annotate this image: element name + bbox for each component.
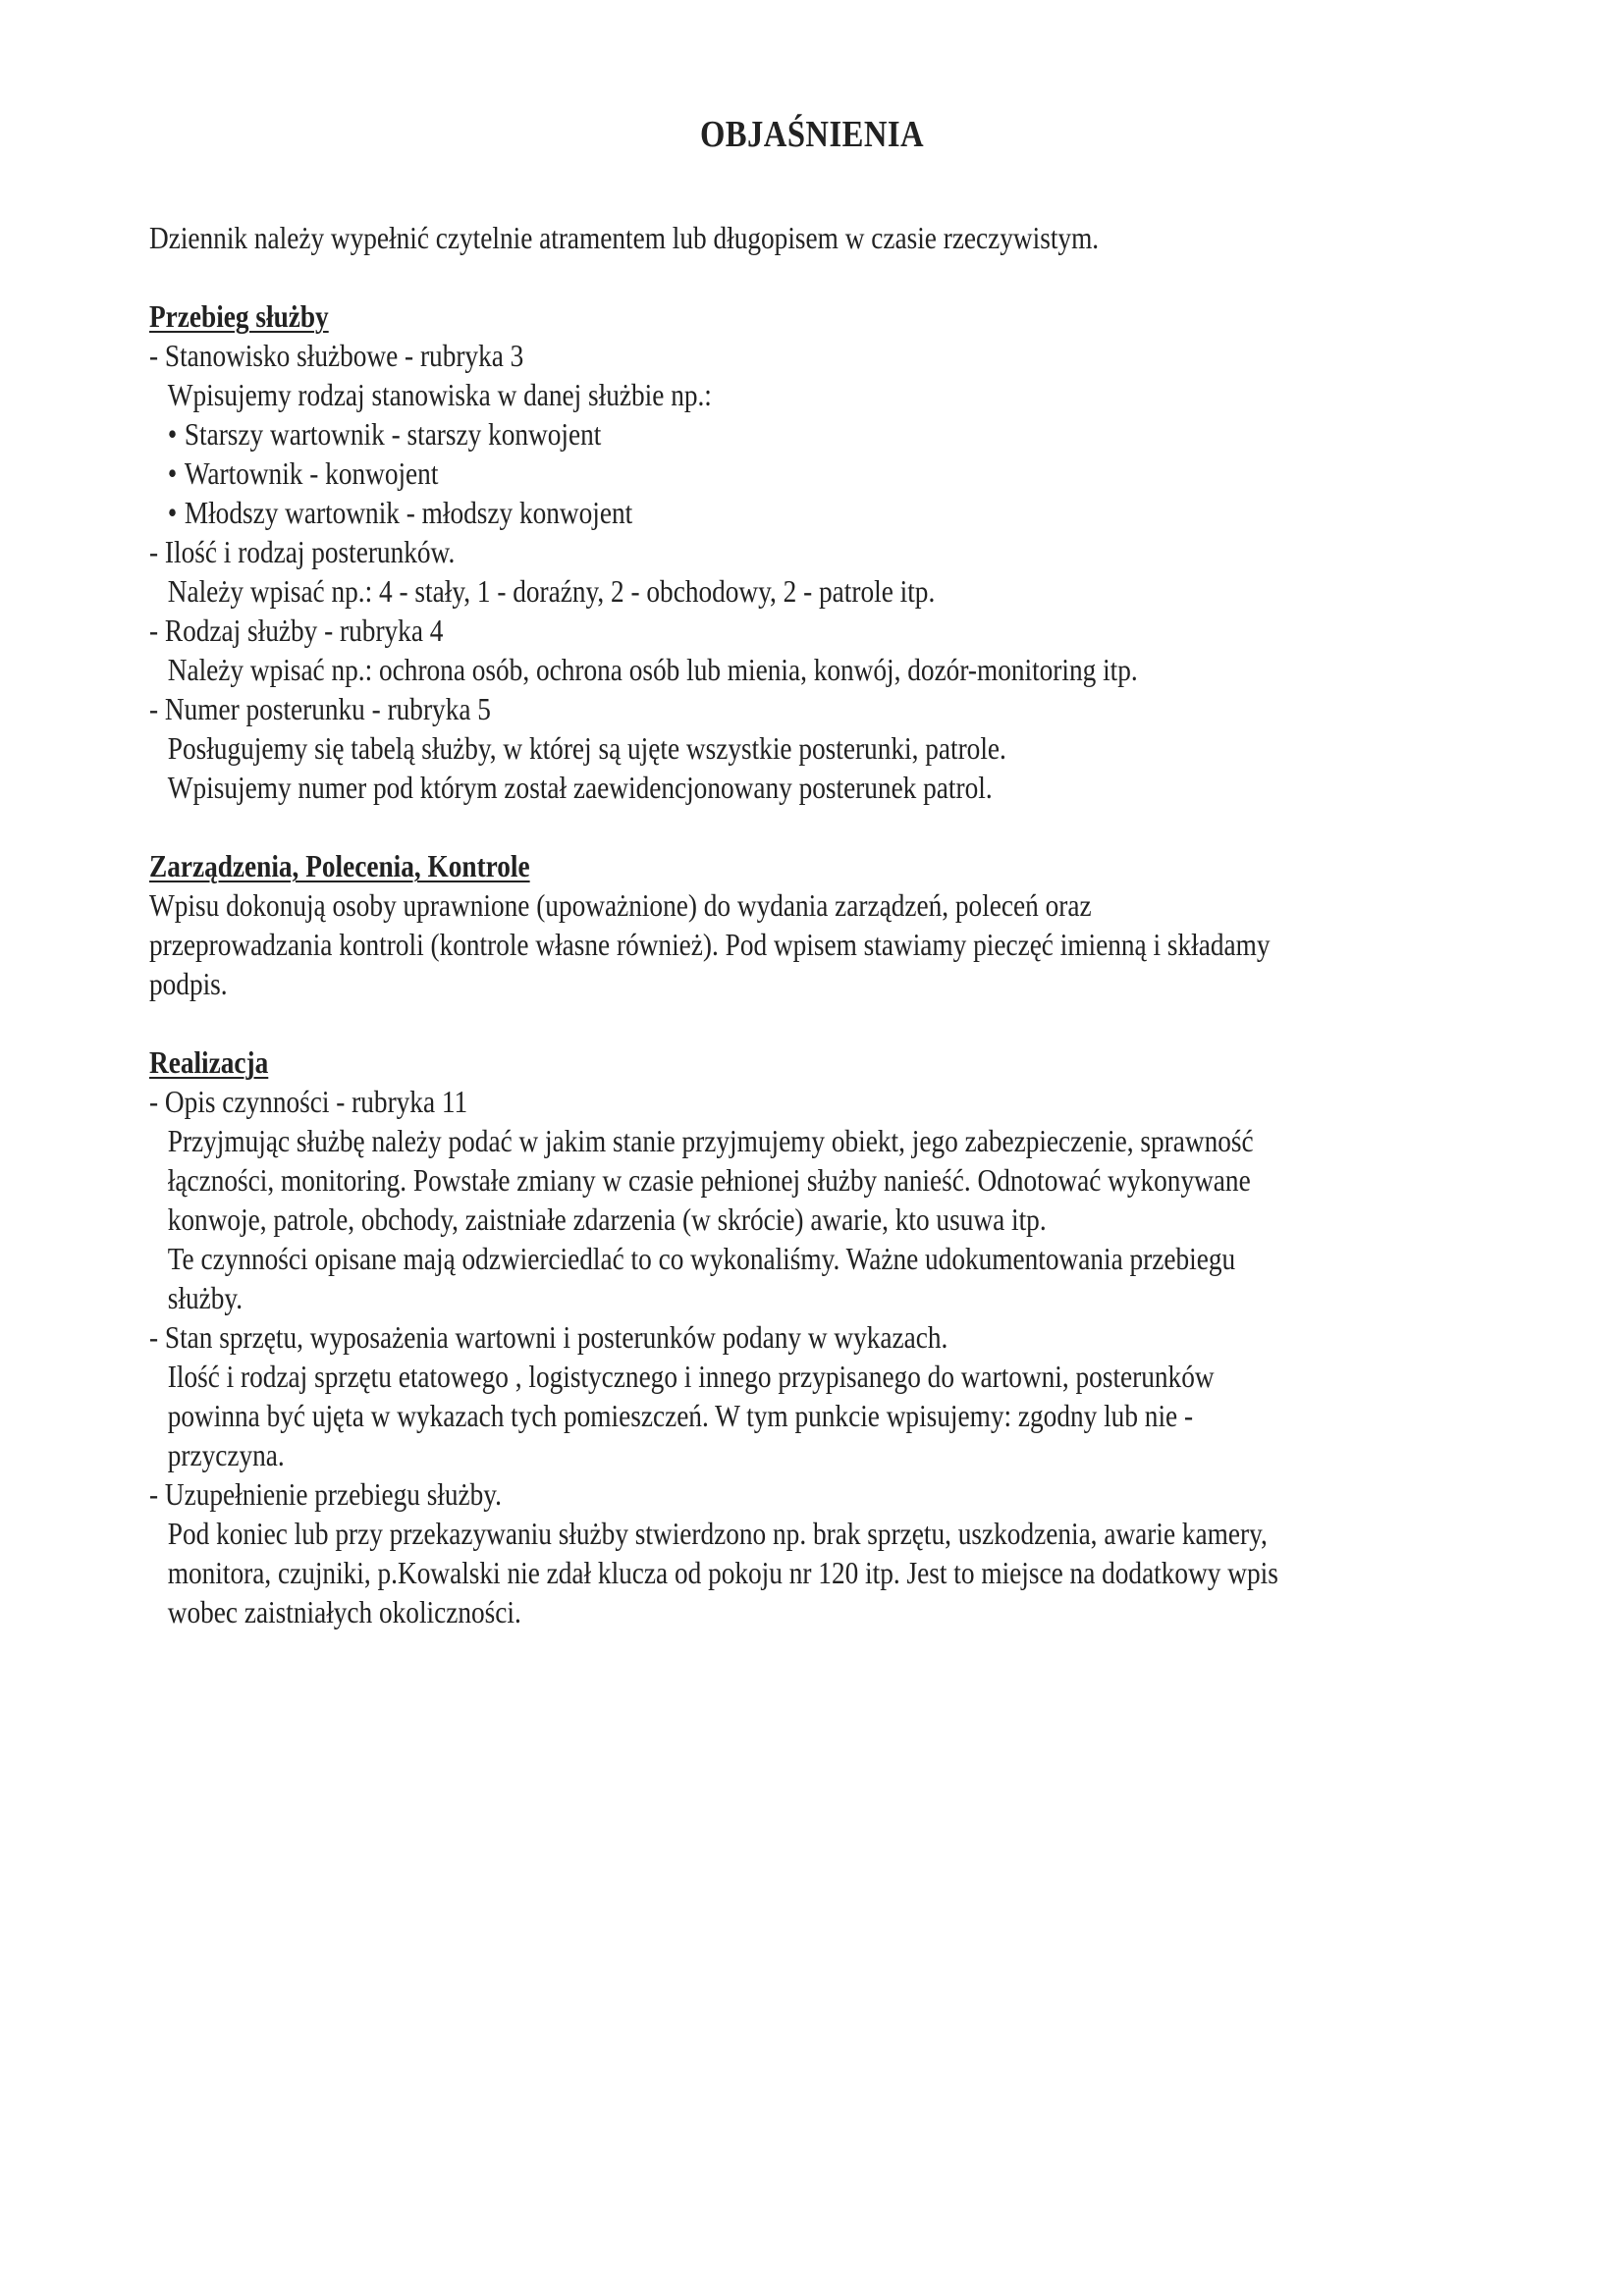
item-text: Należy wpisać np.: 4 - stały, 1 - doraźny, 2 - obchodowy, 2 - patrole itp. [167,573,936,609]
item-text: Pod koniec lub przy przekazywaniu służby stwierdzono np. brak sprzętu, uszkodzenia, awarie kamery, [167,1516,1268,1551]
item-text: służby. [167,1280,244,1315]
spacer [149,1003,1456,1042]
document-body [149,218,1456,1631]
bullet-icon: • [167,455,178,491]
item-text: konwoje, patrole, obchody, zaistniałe zdarzenia (w skrócie) awarie, kto usuwa itp. [167,1201,1047,1237]
item-label: - Numer posterunku - rubryka 5 [149,691,491,726]
item-label: - Uzupełnienie przebiegu służby. [149,1476,503,1512]
item-text: Posługujemy się tabelą służby, w której są ujęte wszystkie posterunki, patrole. [167,730,1006,766]
section-heading: Przebieg służby [149,298,329,334]
item-text: Ilość i rodzaj sprzętu etatowego , logistycznego i innego przypisanego do wartowni, posterunków [167,1359,1215,1394]
bullet-text: Wartownik - konwojent [184,455,439,491]
section-przebieg-sluzby [149,296,1456,807]
spacer [149,257,1456,296]
item-text: Należy wpisać np.: ochrona osób, ochrona osób lub mienia, konwój, dozór-monitoring itp. [167,652,1138,687]
item-text: Wpisujemy numer pod którym został zaewidencjonowany posterunek patrol. [167,770,993,805]
item-text: Przyjmując służbę należy podać w jakim stanie przyjmujemy obiekt, jego zabezpieczenie, sprawność [167,1123,1254,1158]
bullet-icon: • [167,416,178,452]
item-label: - Ilość i rodzaj posterunków. [149,534,456,569]
item-label: - Stan sprzętu, wyposażenia wartowni i posterunków podany w wykazach. [149,1319,948,1355]
page-title: OBJAŚNIENIA [699,114,925,155]
section-zarzadzenia [149,846,1456,1003]
paragraph-line: podpis. [149,966,228,1001]
item-label: - Stanowisko służbowe - rubryka 3 [149,338,524,373]
bullet-item [149,454,1456,493]
paragraph-line: Wpisu dokonują osoby uprawnione (upoważnione) do wydania zarządzeń, poleceń oraz [149,887,1092,923]
item-text: powinna być ujęta w wykazach tych pomieszczeń. W tym punkcie wpisujemy: zgodny lub nie - [167,1398,1194,1433]
item-text: łączności, monitoring. Powstałe zmiany w czasie pełnionej służby nanieść. Odnotować wykonywane [167,1162,1251,1198]
bullet-item [149,493,1456,532]
item-text: Wpisujemy rodzaj stanowiska w danej służbie np.: [167,377,712,412]
bullet-item [149,414,1456,454]
bullet-text: Starszy wartownik - starszy konwojent [184,416,602,452]
spacer [149,807,1456,846]
bullet-text: Młodszy wartownik - młodszy konwojent [184,495,633,530]
intro-text: Dziennik należy wypełnić czytelnie atramentem lub długopisem w czasie rzeczywistym. [149,220,1100,255]
bullet-icon: • [167,495,178,530]
item-text: Te czynności opisane mają odzwierciedlać to co wykonaliśmy. Ważne udokumentowania przebiegu [167,1241,1236,1276]
item-label: - Rodzaj służby - rubryka 4 [149,613,444,648]
section-heading: Realizacja [149,1044,269,1080]
item-text: przyczyna. [167,1437,285,1472]
item-text: monitora, czujniki, p.Kowalski nie zdał klucza od pokoju nr 120 itp. Jest to miejsce na dodatkowy wpis [167,1555,1278,1590]
paragraph-line: przeprowadzania kontroli (kontrole własne również). Pod wpisem stawiamy pieczęć imienną i składamy [149,927,1271,962]
item-text: wobec zaistniałych okoliczności. [167,1594,521,1629]
section-realizacja [149,1042,1456,1631]
item-label: - Opis czynności - rubryka 11 [149,1084,468,1119]
section-heading: Zarządzenia, Polecenia, Kontrole [149,848,530,883]
